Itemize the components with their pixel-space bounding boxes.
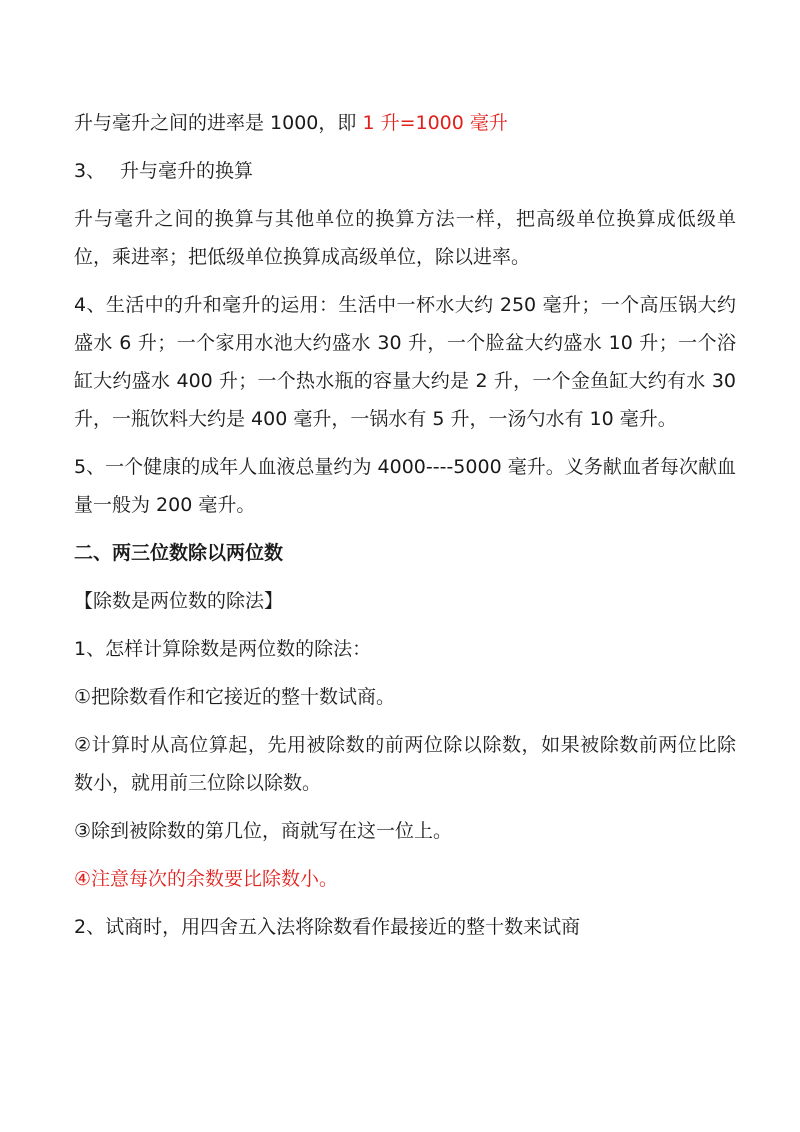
conversion-rate-highlight: 1 升=1000 毫升: [362, 112, 508, 134]
paragraph-blood-volume: 5、一个健康的成年人血液总量约为 4000----5000 毫升。义务献血者每次献血量一般为 200 毫升。: [74, 456, 736, 516]
step-1: ①把除数看作和它接近的整十数试商。: [74, 686, 396, 708]
paragraph-how-to-divide: 1、怎样计算除数是两位数的除法：: [74, 638, 372, 660]
step-2: ②计算时从高位算起，先用被除数的前两位除以除数，如果被除数前两位比除数小，就用前三位除以除数。: [74, 734, 736, 794]
conversion-rate-text: 升与毫升之间的进率是 1000，即: [74, 112, 363, 134]
paragraph-conversion-rate: [74, 104, 736, 142]
step-4-highlight: ④注意每次的余数要比除数小。: [74, 868, 339, 890]
paragraph-daily-usage: 4、生活中的升和毫升的运用：生活中一杯水大约 250 毫升；一个高压锅大约盛水 6 升；一个家用水池大约盛水 30 升，一个脸盆大约盛水 10 升；一个浴缸大约盛水 400 升；一个热水瓶的容量大约是 2 升，一个金鱼缸大约有水 30 升，一瓶饮料大约是 400 毫升，一锅水有 5 升，一汤勺水有 10 毫升。: [74, 294, 736, 430]
paragraph-trial-quotient: 2、试商时，用四舍五入法将除数看作最接近的整十数来试商: [74, 916, 581, 938]
step-3: ③除到被除数的第几位，商就写在这一位上。: [74, 820, 453, 842]
heading-3-text: 升与毫升的换算: [120, 160, 254, 182]
heading-3-number: 3、: [74, 160, 106, 182]
heading-3-conversion: [74, 152, 736, 190]
subheading-two-digit-divisor: 【除数是两位数的除法】: [74, 590, 284, 612]
paragraph-conversion-method: 升与毫升之间的换算与其他单位的换算方法一样，把高级单位换算成低级单位，乘进率；把低级单位换算成高级单位，除以进率。: [74, 208, 736, 268]
section-heading-division: 二、两三位数除以两位数: [74, 542, 284, 564]
